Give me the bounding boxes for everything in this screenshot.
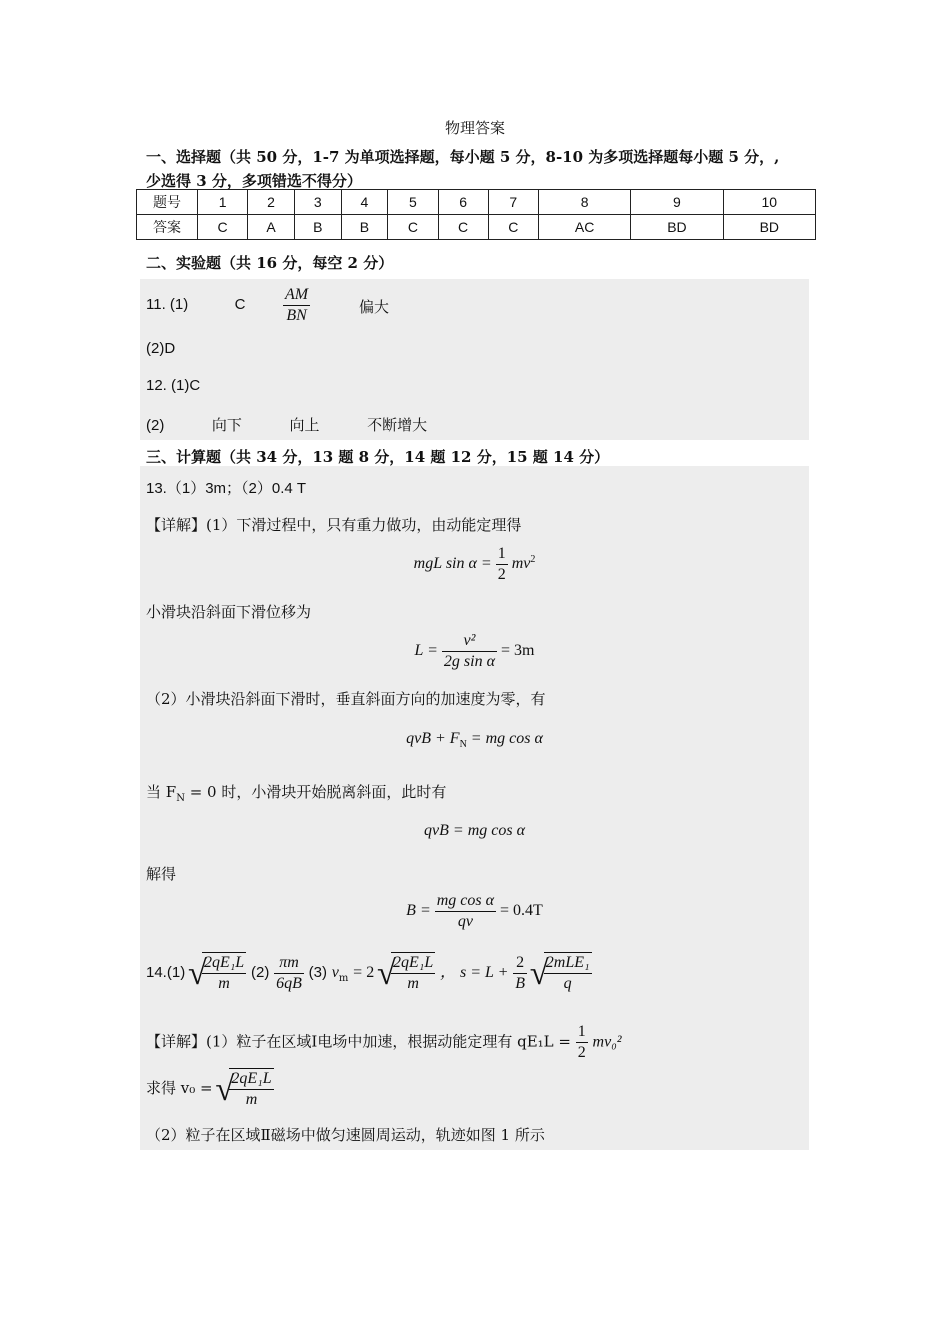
eq2-den: 2g sin α	[443, 653, 495, 670]
table-cell: C	[388, 215, 438, 240]
table-cell: 8	[538, 190, 630, 215]
q12-answer-b: 向上	[289, 416, 320, 434]
q14-label: 14.(1)	[146, 964, 186, 981]
section1-heading-line2: 少选得 3 分，多项错选不得分）	[146, 172, 362, 190]
equation-1	[140, 544, 809, 585]
eq3-left: qvB + F	[406, 730, 460, 747]
q14-text2	[146, 1068, 274, 1110]
q13-text5: 解得	[146, 865, 177, 883]
q14-a-num: √ 2qE₁L	[202, 953, 246, 974]
table-cell: 2	[248, 190, 295, 215]
table-cell: 10	[723, 190, 815, 215]
q14-answer	[146, 952, 592, 994]
q13-text4	[146, 781, 446, 804]
q14-text2-label: 求得 v₀ =	[146, 1079, 213, 1097]
q14-s-den: B	[515, 974, 525, 992]
table-cell: 6	[438, 190, 488, 215]
table-cell: AC	[538, 215, 630, 240]
table-cell: C	[488, 215, 538, 240]
q14-vm-eq: = 2	[353, 964, 375, 981]
q13-text2: 小滑块沿斜面下滑位移为	[146, 603, 312, 621]
q11-frac-num: AM	[283, 285, 310, 306]
q14-v0-num: √ 2qE₁L	[229, 1069, 273, 1090]
eq1-num: 1	[496, 544, 508, 565]
q13-text4-sub: N	[176, 793, 185, 804]
q12-answer-c: 不断增大	[367, 416, 428, 434]
table-cell: C	[198, 215, 248, 240]
section2-heading: 二、实验题（共 16 分，每空 2 分）	[146, 254, 394, 272]
q14-detail1-right: mv₀²	[592, 1033, 622, 1051]
eq3-right: = mg cos α	[470, 730, 543, 747]
q14-detail1	[146, 1022, 622, 1063]
eq5-num: mg cos α	[435, 891, 496, 912]
table-cell: A	[248, 215, 295, 240]
q11-answer-c: 偏大	[359, 298, 390, 316]
eq1-den: 2	[497, 566, 506, 583]
q14-vm-sub: m	[338, 973, 349, 984]
q14-detail1-text: 【详解】(1）粒子在区域Ⅰ电场中加速，根据动能定理有 qE₁L =	[146, 1032, 571, 1051]
eq2-right: = 3m	[501, 642, 535, 660]
q14-text3: （2）粒子在区域Ⅱ磁场中做匀速圆周运动，轨迹如图 1 所示	[146, 1126, 545, 1144]
q11-fraction	[283, 285, 310, 326]
eq1-left: mgL sin α =	[413, 555, 492, 573]
page-title: 物理答案	[444, 119, 505, 137]
q13-text4-b: = 0 时，小滑块开始脱离斜面，此时有	[184, 783, 447, 801]
equation-2	[140, 631, 809, 672]
q12-part2	[146, 414, 427, 435]
section3-heading: 三、计算题（共 34 分，13 题 8 分，14 题 12 分，15 题 14 分）	[146, 448, 610, 466]
eq2-left: L =	[414, 642, 438, 660]
q11-line1	[146, 296, 245, 313]
table-cell: BD	[631, 215, 723, 240]
eq5-right: = 0.4T	[500, 902, 543, 920]
q13-answer: 13.（1）3m；（2）0.4 T	[146, 480, 307, 497]
table-cell: 3	[294, 190, 341, 215]
eq5-den: qv	[457, 913, 473, 930]
q14-c-num: √ 2qE₁L	[391, 953, 435, 974]
table-row-numbers	[137, 190, 816, 215]
eq2-num: v²	[442, 631, 497, 652]
q14-detail1-den: 2	[577, 1044, 586, 1061]
equation-3	[140, 730, 809, 750]
q12-label: (2)	[146, 417, 165, 434]
q14-b-den: 6qB	[276, 974, 302, 992]
table-cell: 4	[341, 190, 388, 215]
q14-v0-den: m	[245, 1091, 258, 1108]
table-cell: 1	[198, 190, 248, 215]
q14-s: ， s = L +	[440, 964, 509, 981]
table-row-answers	[137, 215, 816, 240]
q14-detail1-num: 1	[576, 1022, 588, 1043]
q11-label: 11. (1)	[146, 296, 189, 313]
q14-b-num: πm	[274, 953, 304, 974]
q13-detail1: 【详解】(1）下滑过程中，只有重力做功，由动能定理得	[146, 516, 522, 534]
equation-4: qvB = mg cos α	[424, 822, 525, 839]
q14-d-num: √ 2mLE₁	[544, 953, 592, 974]
q12-answer-a: 向下	[211, 416, 242, 434]
table-cell: 7	[488, 190, 538, 215]
section1-heading-line1: 一、选择题（共 50 分，1-7 为单项选择题，每小题 5 分，8-10 为多项选择题每小题 5 分，,	[146, 148, 780, 166]
q13-text3: （2）小滑块沿斜面下滑时，垂直斜面方向的加速度为零，有	[146, 690, 546, 708]
q11-frac-den: BN	[286, 307, 307, 324]
table-cell: 9	[631, 190, 723, 215]
q14-s-num: 2	[513, 953, 527, 974]
eq1-sup: 2	[530, 553, 536, 565]
q14-vm: v	[331, 964, 339, 981]
row-label-number: 题号	[137, 190, 198, 215]
q14-part2-label: (2)	[250, 964, 270, 981]
q14-c-den: m	[407, 975, 419, 992]
answer-table	[136, 189, 816, 240]
table-cell: B	[294, 215, 341, 240]
q13-text4-a: 当 F	[146, 783, 177, 801]
table-cell: BD	[723, 215, 815, 240]
table-cell: C	[438, 215, 488, 240]
eq5-left: B =	[406, 902, 431, 920]
q11-answer-a: C	[234, 296, 246, 313]
equation-5	[140, 891, 809, 932]
q14-part3-label: (3)	[308, 964, 328, 981]
eq1-right: mv	[511, 555, 531, 573]
q14-d-den: q	[563, 975, 572, 992]
table-cell: 5	[388, 190, 438, 215]
row-label-answer: 答案	[137, 215, 198, 240]
q12-part1: 12. (1)C	[146, 377, 201, 394]
q14-a-den: m	[218, 975, 230, 992]
q11-part2: (2)D	[146, 340, 176, 357]
table-cell: B	[341, 215, 388, 240]
eq3-sub: N	[459, 739, 467, 751]
